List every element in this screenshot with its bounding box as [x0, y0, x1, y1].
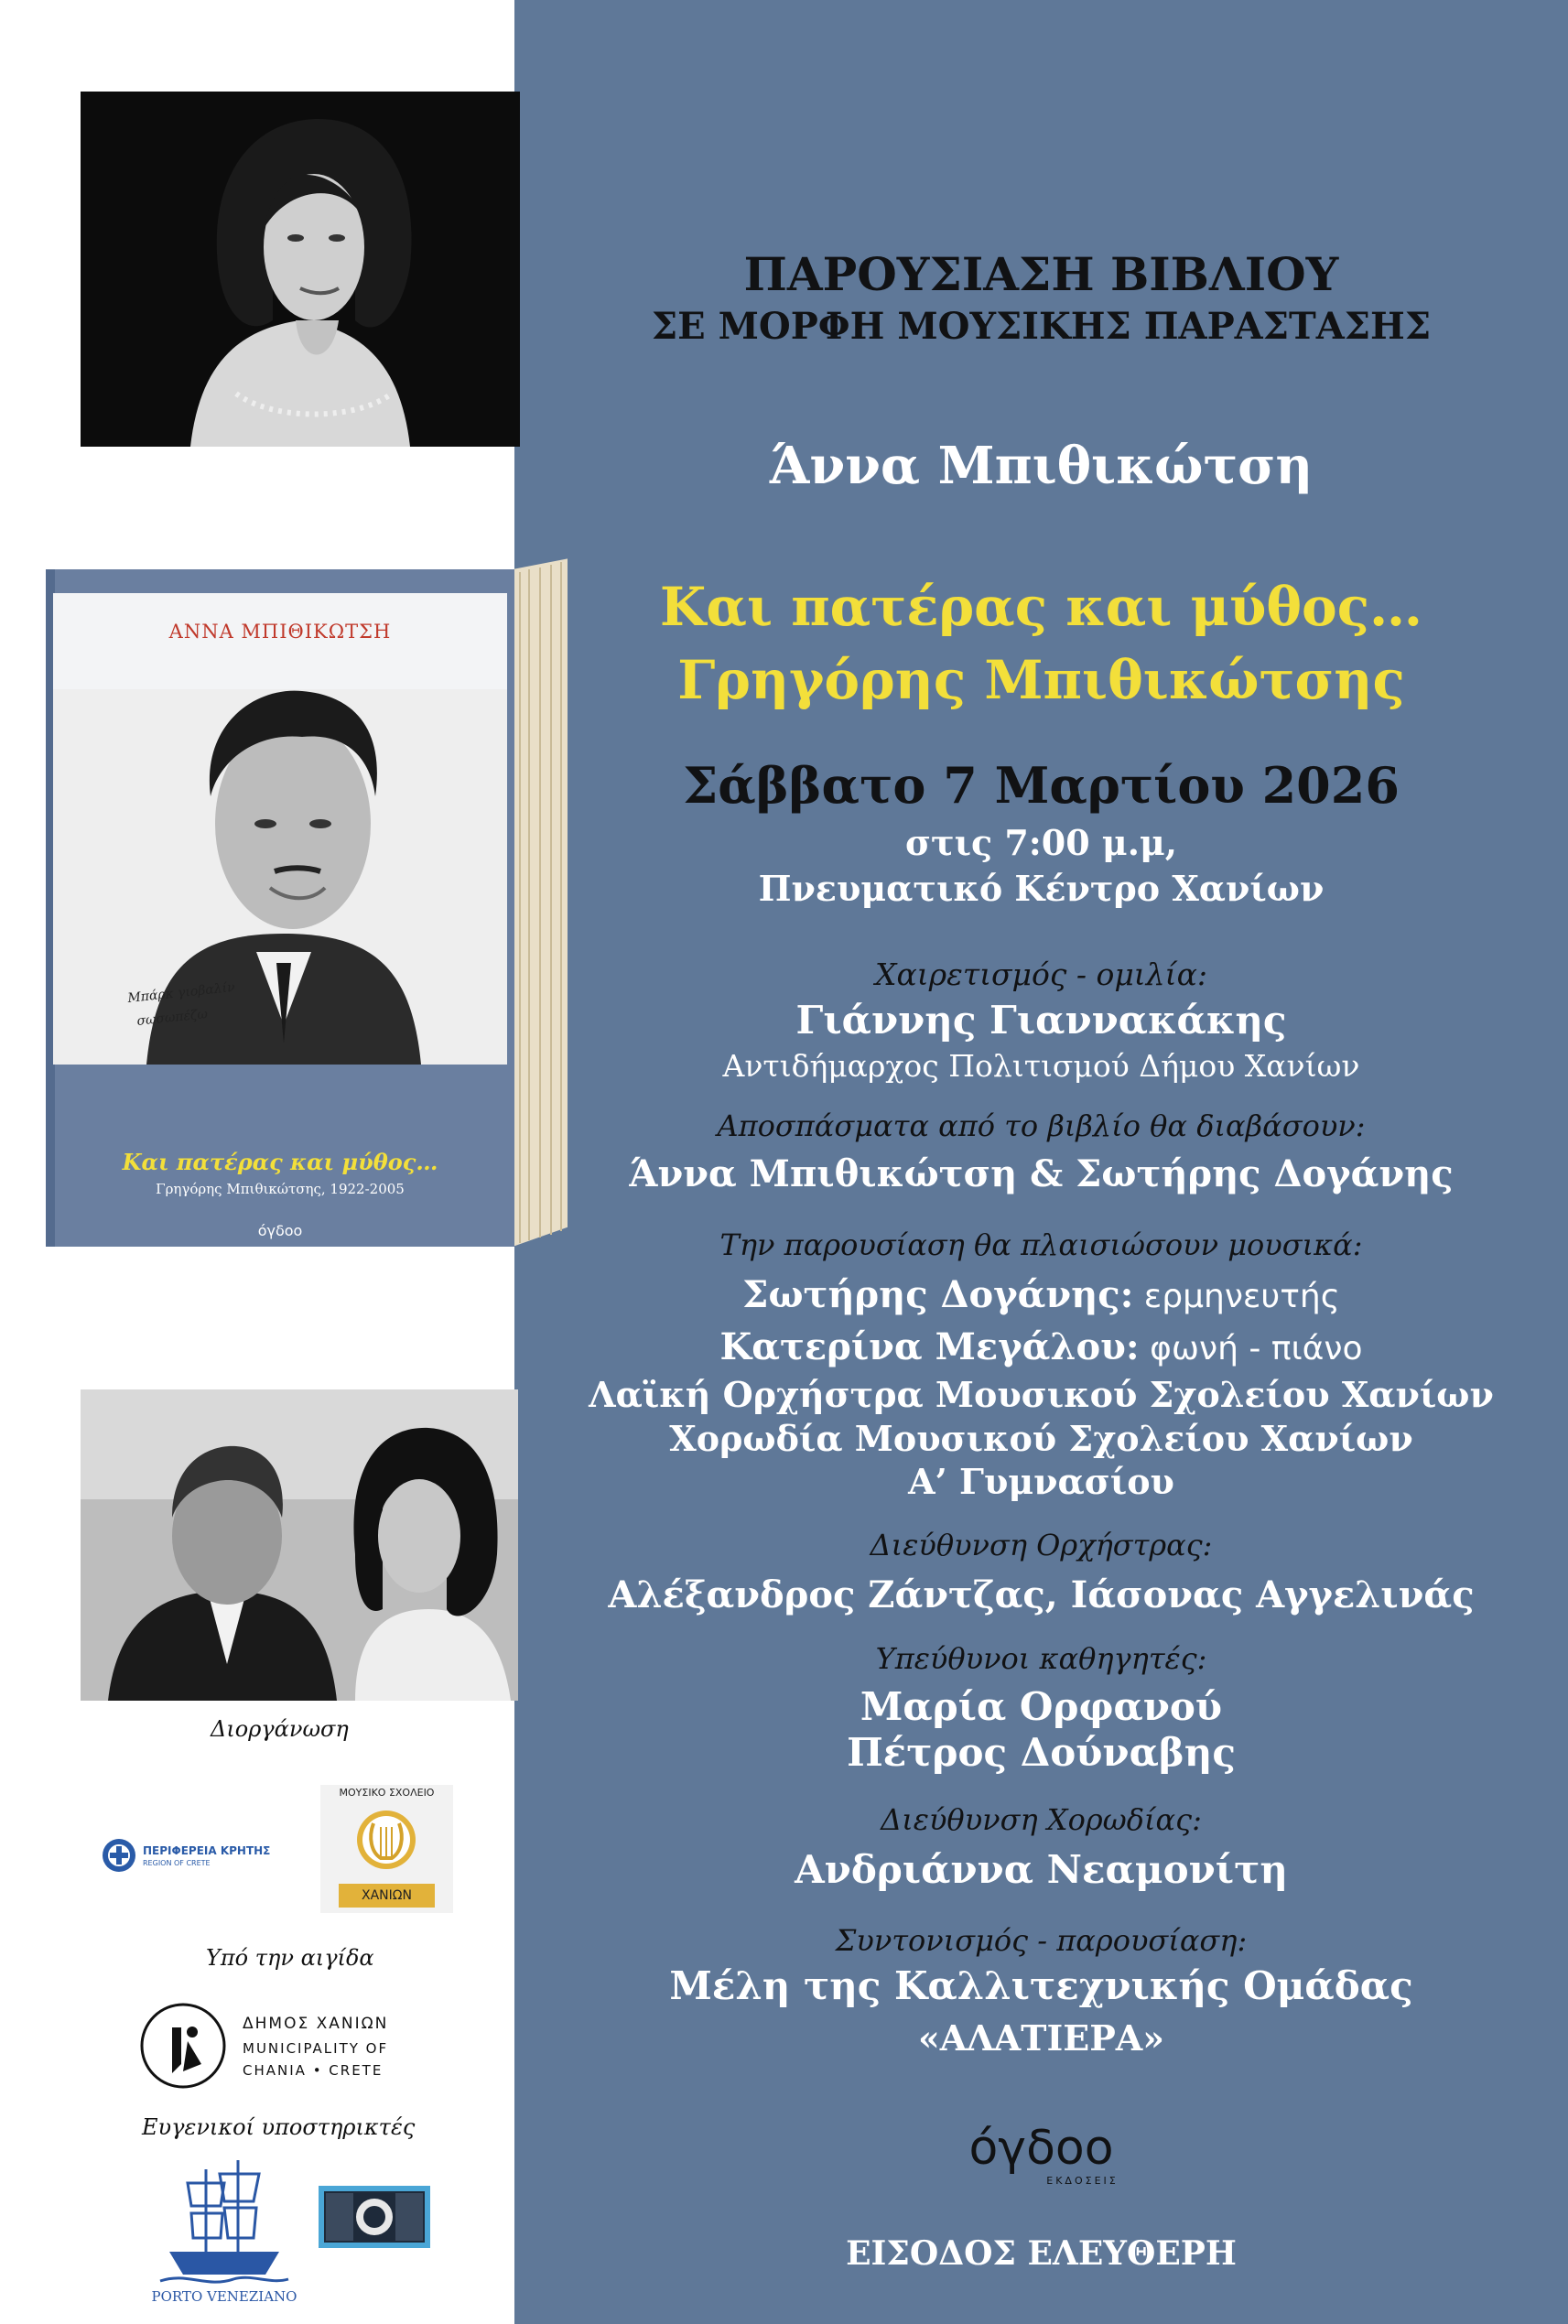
ship-icon	[151, 2151, 297, 2288]
coord-label: Συντονισμός - παρουσίαση:	[835, 1923, 1248, 1958]
teacher-2: Πέτρος Δούναβης	[847, 1730, 1236, 1775]
sponsor-2-logo	[319, 2186, 430, 2248]
music-line-2	[514, 1324, 1568, 1372]
sponsors-label: Ευγενικοί υποστηρικτές	[142, 2114, 416, 2140]
book-cover-publisher: όγδοο	[257, 1222, 303, 1239]
region-of-crete-name: ΠΕΡΙΦΕΡΕΙΑ ΚΡΗΤΗΣ	[143, 1844, 271, 1857]
music-line-1	[514, 1272, 1568, 1320]
municipality-seal-icon	[137, 2000, 229, 2092]
book-cover-author: ΑΝΝΑ ΜΠΙΘΙΚΩΤΣΗ	[168, 621, 392, 643]
porto-veneziano-name: PORTO VENEZIANO	[151, 2288, 297, 2305]
book-cover-subtitle: Γρηγόρης Μπιθικώτσης, 1922-2005	[156, 1181, 405, 1197]
coord-group: «ΑΛΑΤΙΕΡΑ»	[917, 2017, 1165, 2059]
municipality-chania-logo	[137, 2000, 412, 2092]
author-portrait-illustration	[81, 92, 520, 447]
orchestra-names: Αλέξανδρος Ζάντζας, Ιάσονας Αγγελινάς	[608, 1573, 1475, 1616]
teachers-label: Υπεύθυνοι καθηγητές:	[875, 1641, 1207, 1676]
free-entry: ΕΙΣΟΔΟΣ ΕΛΕΥΘΕΡΗ	[846, 2234, 1237, 2273]
book-cover-title: Και πατέρας και μύθος…	[122, 1149, 438, 1175]
choir-name: Ανδριάννα Νεαμονίτη	[795, 1847, 1288, 1892]
music-1-role: ερμηνευτής	[1133, 1278, 1340, 1315]
music-school-top-text: ΜΟΥΣΙΚΟ ΣΧΟΛΕΙΟ	[339, 1787, 435, 1799]
region-of-crete-logo	[101, 1835, 284, 1881]
choir-label: Διεύθυνση Χορωδίας:	[881, 1802, 1202, 1837]
couple-photo-illustration	[81, 1389, 518, 1701]
svg-text:Μπάρκ γιοβαλίν: Μπάρκ γιοβαλίν	[126, 979, 236, 1006]
coord-name: Μέλη της Καλλιτεχνικής Ομάδας	[669, 1963, 1413, 2008]
book-title-line-1: Και πατέρας και μύθος…	[659, 576, 1423, 638]
music-1-name: Σωτήρης Δογάνης:	[742, 1273, 1134, 1316]
region-of-crete-sub: REGION OF CRETE	[143, 1859, 211, 1867]
publisher-sub: ΕΚΔΟΣΕΙΣ	[1046, 2175, 1119, 2187]
porto-veneziano-logo	[151, 2151, 297, 2307]
readings-label: Αποσπάσματα από το βιβλίο θα διαβάσουν:	[717, 1108, 1366, 1143]
orchestra-label: Διεύθυνση Ορχήστρας:	[870, 1528, 1213, 1562]
event-venue: Πνευματικό Κέντρο Χανίων	[758, 868, 1325, 909]
couple-photo	[81, 1389, 518, 1701]
teacher-1: Μαρία Ορφανού	[860, 1684, 1223, 1729]
music-label: Την παρουσίαση θα πλαισιώσουν μουσικά:	[719, 1227, 1363, 1262]
greeting-label: Χαιρετισμός - ομιλία:	[875, 957, 1207, 992]
header-block-2	[514, 304, 1568, 350]
header-line-1: ΠΑΡΟΥΣΙΑΣΗ ΒΙΒΛΙΟΥ	[743, 247, 1339, 301]
municipality-name: ΔΗΜΟΣ ΧΑΝΙΩΝ	[243, 2015, 389, 2033]
music-line-4: Χορωδία Μουσικού Σχολείου Χανίων	[669, 1418, 1413, 1459]
header-block	[514, 247, 1568, 302]
music-line-5: Α’ Γυμνασίου	[908, 1461, 1174, 1502]
music-school-bottom-text: ΧΑΝΙΩΝ	[362, 1888, 412, 1903]
readings-names: Άννα Μπιθικώτση & Σωτήρης Δογάνης	[629, 1152, 1454, 1195]
event-date: Σάββατο 7 Μαρτίου 2026	[683, 756, 1400, 815]
sponsor-badge-icon	[319, 2186, 430, 2248]
book-cover	[46, 549, 568, 1254]
svg-text:σωσωπέζω: σωσωπέζω	[135, 1006, 209, 1029]
author-portrait-photo	[81, 92, 520, 447]
greeting-role: Αντιδήμαρχος Πολιτισμού Δήμου Χανίων	[722, 1048, 1360, 1084]
author-name: Άννα Μπιθικώτση	[769, 436, 1314, 496]
auspices-label: Υπό την αιγίδα	[206, 1945, 374, 1971]
publisher-name: όγδοο	[968, 2121, 1114, 2176]
music-2-name: Κατερίνα Μεγάλου:	[719, 1325, 1140, 1368]
greek-emblem-icon	[101, 1837, 137, 1874]
organizer-label: Διοργάνωση	[211, 1716, 349, 1742]
event-time: στις 7:00 μ.μ,	[904, 822, 1177, 863]
greeting-name: Γιάννης Γιαννακάκης	[795, 998, 1287, 1043]
book-title-line-2: Γρηγόρης Μπιθικώτσης	[677, 649, 1405, 711]
publisher-logo	[514, 2122, 1568, 2188]
municipality-en-2: CHANIA • CRETE	[243, 2062, 384, 2079]
header-line-2: ΣΕ ΜΟΡΦΗ ΜΟΥΣΙΚΗΣ ΠΑΡΑΣΤΑΣΗΣ	[651, 305, 1432, 348]
music-school-chania-logo	[320, 1785, 453, 1913]
music-2-role: φωνή - πιάνο	[1139, 1330, 1363, 1367]
municipality-en-1: MUNICIPALITY OF	[243, 2040, 389, 2057]
music-line-3: Λαϊκή Ορχήστρα Μουσικού Σχολείου Χανίων	[589, 1374, 1494, 1415]
